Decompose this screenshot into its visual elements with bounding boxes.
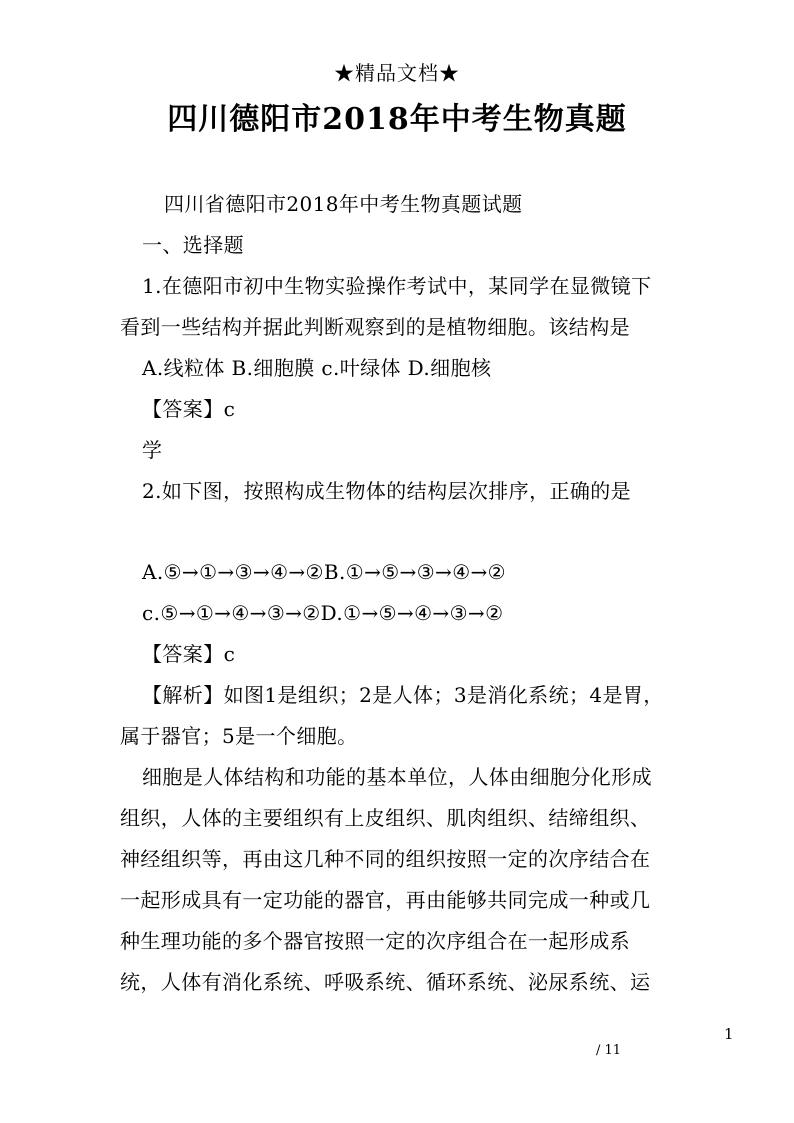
figure-placeholder: [120, 512, 685, 552]
question-2-line-1: 2.如下图，按照构成生物体的结构层次排序，正确的是: [142, 479, 632, 503]
question-2-analysis-2: 属于器官；5是一个细胞。: [120, 724, 358, 748]
document-body: [120, 184, 685, 1003]
paragraph-line-4: 一起形成具有一定功能的器官，再由能够共同完成一种或几: [120, 888, 651, 912]
paragraph-line-5: 种生理功能的多个器官按照一定的次序组合在一起形成系: [120, 929, 630, 953]
page-number: 1: [724, 1025, 734, 1043]
question-2-options-2: c.⑤→①→④→③→②D.①→⑤→④→③→②: [142, 601, 504, 625]
section-heading: 一、选择题: [142, 233, 244, 257]
paragraph-line-3: 神经组织等，再由这几种不同的组织按照一定的次序结合在: [120, 847, 651, 871]
question-1-note: 学: [142, 438, 163, 462]
page-title: 四川德阳市2018年中考生物真题: [167, 102, 627, 137]
paragraph-line-2: 组织，人体的主要组织有上皮组织、肌肉组织、结缔组织、: [120, 806, 651, 830]
question-1-answer: 【答案】c: [142, 397, 236, 421]
question-1-options: A.线粒体 B.细胞膜 c.叶绿体 D.细胞核: [142, 356, 492, 380]
paragraph-line-6: 统，人体有消化系统、呼吸系统、循环系统、泌尿系统、运: [120, 970, 651, 994]
paragraph-line-1: 细胞是人体结构和功能的基本单位，人体由细胞分化形成: [142, 765, 652, 789]
question-1-line-2: 看到一些结构并据此判断观察到的是植物细胞。该结构是: [120, 315, 630, 339]
question-2-options-1: A.⑤→①→③→④→②B.①→⑤→③→④→②: [142, 560, 507, 584]
header-badge: ★精品文档★: [334, 61, 460, 85]
question-1-line-1: 1.在德阳市初中生物实验操作考试中，某同学在显微镜下: [142, 274, 652, 298]
subtitle: 四川省德阳市2018年中考生物真题试题: [164, 192, 523, 216]
question-2-answer: 【答案】c: [142, 642, 236, 666]
question-2-analysis-1: 【解析】如图1是组织；2是人体；3是消化系统；4是胃，: [142, 683, 664, 707]
page-total: / 11: [596, 1043, 622, 1058]
